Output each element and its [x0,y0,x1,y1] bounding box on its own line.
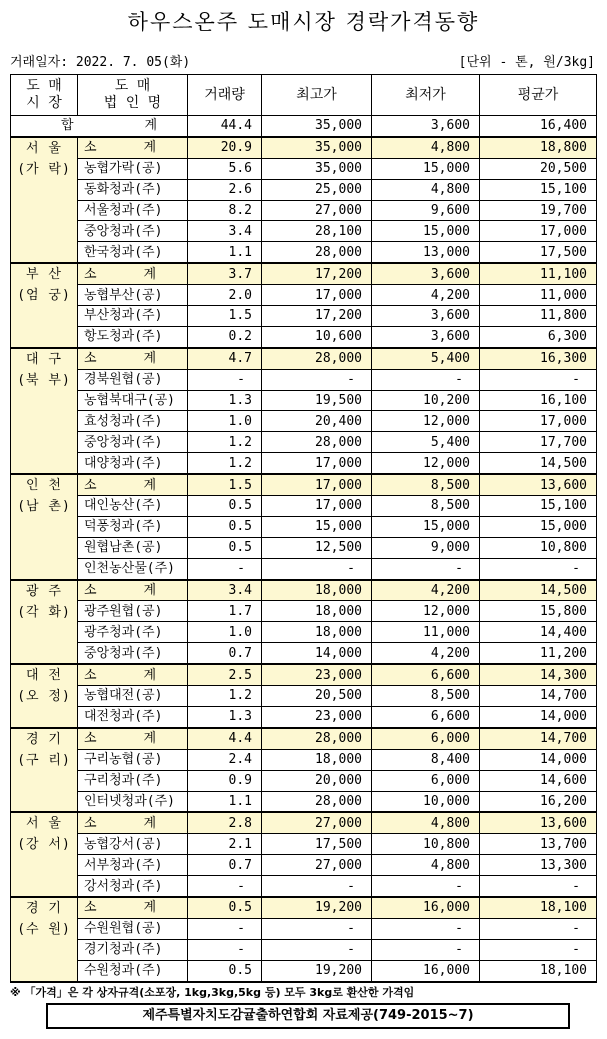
min-price-cell: 3,600 [372,326,480,347]
max-price-cell: 17,000 [262,474,372,495]
table-row [11,411,597,432]
max-price-cell: 12,500 [262,537,372,558]
header-volume: 거래량 [188,75,262,116]
max-price-cell: 19,200 [262,897,372,918]
max-price-cell: 17,000 [262,453,372,474]
volume-cell: 4.4 [188,728,262,749]
volume-cell: 2.0 [188,285,262,306]
corp-name: 중앙청과(주) [78,221,188,242]
min-price-cell: - [372,876,480,897]
corp-name: 농협부산(공) [78,285,188,306]
volume-cell: 2.6 [188,179,262,200]
volume-cell: 2.5 [188,664,262,685]
corp-name: 소 계 [78,137,188,158]
max-price-cell: 18,000 [262,749,372,770]
subtotal-row [11,897,597,918]
avg-price-cell: - [480,369,597,390]
volume-cell: 1.0 [188,622,262,643]
avg-price-cell: - [480,876,597,897]
max-price-cell: 23,000 [262,706,372,727]
table-row [11,285,597,306]
avg-price-cell: 13,600 [480,812,597,833]
table-row [11,834,597,855]
min-price-cell: 15,000 [372,158,480,179]
min-price-cell: 6,600 [372,706,480,727]
volume-cell: - [188,918,262,939]
market-name: 대 구 (북 부) [11,348,78,474]
min-price-cell: 12,000 [372,453,480,474]
max-price-cell: - [262,369,372,390]
corp-name: 광주청과(주) [78,622,188,643]
min-price-cell: 3,600 [372,306,480,327]
avg-price-cell: 13,300 [480,855,597,876]
min-price-cell: 6,000 [372,728,480,749]
avg-price-cell: 15,000 [480,516,597,537]
min-price-cell: 4,800 [372,812,480,833]
min-price-cell: 8,500 [372,474,480,495]
min-price-cell: 10,800 [372,834,480,855]
header-min: 최저가 [372,75,480,116]
subtotal-row [11,580,597,601]
subtotal-row [11,728,597,749]
volume-cell: 2.4 [188,749,262,770]
avg-price-cell: 18,100 [480,960,597,981]
avg-price-cell: 14,600 [480,770,597,791]
corp-name: 대양청과(주) [78,453,188,474]
table-row [11,516,597,537]
min-price-cell: 15,000 [372,516,480,537]
avg-price-cell: 13,600 [480,474,597,495]
table-row [11,706,597,727]
subtotal-row [11,348,597,369]
volume-cell: 1.2 [188,432,262,453]
market-name: 부 산 (엄 궁) [11,263,78,348]
min-price-cell: 6,000 [372,770,480,791]
volume-cell: 0.5 [188,960,262,981]
total-label: 합 계 [11,116,188,137]
max-price-cell: 20,400 [262,411,372,432]
volume-cell: 0.5 [188,537,262,558]
corp-name: 한국청과(주) [78,242,188,263]
corp-name: 소 계 [78,812,188,833]
avg-price-cell: 16,100 [480,390,597,411]
corp-name: 소 계 [78,348,188,369]
volume-cell: 0.5 [188,496,262,517]
max-price-cell: 28,000 [262,242,372,263]
header-row [11,75,597,116]
min-price-cell: 10,000 [372,791,480,812]
corp-name: 부산청과(주) [78,306,188,327]
corp-name: 동화청과(주) [78,179,188,200]
max-price-cell: 35,000 [262,158,372,179]
total-max: 35,000 [262,116,372,137]
volume-cell: 1.7 [188,601,262,622]
volume-cell: 3.4 [188,580,262,601]
table-row [11,453,597,474]
price-table [10,74,597,983]
max-price-cell: 18,000 [262,601,372,622]
min-price-cell: 5,400 [372,348,480,369]
max-price-cell: 35,000 [262,137,372,158]
corp-name: 광주원협(공) [78,601,188,622]
max-price-cell: 20,000 [262,770,372,791]
max-price-cell: 25,000 [262,179,372,200]
min-price-cell: 3,600 [372,263,480,284]
max-price-cell: - [262,876,372,897]
max-price-cell: 17,500 [262,834,372,855]
volume-cell: 0.2 [188,326,262,347]
subtotal-row [11,812,597,833]
min-price-cell: 4,800 [372,179,480,200]
volume-cell: 0.9 [188,770,262,791]
header-avg: 평균가 [480,75,597,116]
corp-name: 강서청과(주) [78,876,188,897]
min-price-cell: 9,000 [372,537,480,558]
total-min: 3,600 [372,116,480,137]
min-price-cell: 8,500 [372,496,480,517]
corp-name: 인천농산물(주) [78,558,188,579]
volume-cell: 0.5 [188,897,262,918]
table-row [11,496,597,517]
header-max: 최고가 [262,75,372,116]
max-price-cell: 28,000 [262,432,372,453]
total-volume: 44.4 [188,116,262,137]
min-price-cell: 10,200 [372,390,480,411]
volume-cell: - [188,369,262,390]
price-note: ※ 「가격」은 각 상자규격(소포장, 1kg,3kg,5kg 등) 모두 3kg로 환산한 가격임 [10,986,415,999]
avg-price-cell: 14,300 [480,664,597,685]
min-price-cell: 9,600 [372,200,480,221]
min-price-cell: 15,000 [372,221,480,242]
table-row [11,601,597,622]
volume-cell: - [188,876,262,897]
table-row [11,432,597,453]
table-row [11,622,597,643]
max-price-cell: 14,000 [262,643,372,664]
max-price-cell: 27,000 [262,812,372,833]
table-row [11,770,597,791]
max-price-cell: 18,000 [262,622,372,643]
corp-name: 수원청과(주) [78,960,188,981]
volume-cell: 0.7 [188,643,262,664]
max-price-cell: 28,000 [262,728,372,749]
avg-price-cell: 17,500 [480,242,597,263]
max-price-cell: 17,000 [262,285,372,306]
corp-name: 농협가락(공) [78,158,188,179]
volume-cell: 0.7 [188,855,262,876]
table-row [11,326,597,347]
corp-name: 농협대전(공) [78,686,188,707]
corp-name: 소 계 [78,263,188,284]
avg-price-cell: 14,700 [480,686,597,707]
max-price-cell: - [262,558,372,579]
volume-cell: 3.7 [188,263,262,284]
table-row [11,876,597,897]
min-price-cell: 4,200 [372,580,480,601]
subtotal-row [11,664,597,685]
min-price-cell: 16,000 [372,897,480,918]
max-price-cell: 28,100 [262,221,372,242]
avg-price-cell: 14,000 [480,749,597,770]
min-price-cell: 4,800 [372,855,480,876]
avg-price-cell: 15,800 [480,601,597,622]
volume-cell: 3.4 [188,221,262,242]
min-price-cell: 4,200 [372,643,480,664]
min-price-cell: 5,400 [372,432,480,453]
market-name: 경 기 (수 원) [11,897,78,982]
max-price-cell: 20,500 [262,686,372,707]
max-price-cell: 28,000 [262,791,372,812]
corp-name: 소 계 [78,897,188,918]
min-price-cell: 4,800 [372,137,480,158]
table-row [11,855,597,876]
avg-price-cell: 14,400 [480,622,597,643]
max-price-cell: 19,200 [262,960,372,981]
avg-price-cell: - [480,939,597,960]
table-row [11,390,597,411]
avg-price-cell: 18,800 [480,137,597,158]
max-price-cell: 27,000 [262,855,372,876]
corp-name: 구리청과(주) [78,770,188,791]
header-market: 도 매 시 장 [11,75,78,116]
volume-cell: 0.5 [188,516,262,537]
volume-cell: 2.8 [188,812,262,833]
max-price-cell: 17,200 [262,306,372,327]
corp-name: 경북원협(공) [78,369,188,390]
table-row [11,960,597,981]
market-name: 대 전 (오 정) [11,664,78,728]
min-price-cell: 8,400 [372,749,480,770]
table-row [11,158,597,179]
table-row [11,369,597,390]
avg-price-cell: 16,200 [480,791,597,812]
avg-price-cell: - [480,558,597,579]
volume-cell: 5.6 [188,158,262,179]
volume-cell: 8.2 [188,200,262,221]
table-row [11,749,597,770]
table-row [11,643,597,664]
min-price-cell: - [372,558,480,579]
header-corp: 도 매 법 인 명 [78,75,188,116]
table-row [11,939,597,960]
avg-price-cell: 14,700 [480,728,597,749]
min-price-cell: 12,000 [372,411,480,432]
volume-cell: 1.3 [188,706,262,727]
avg-price-cell: 17,000 [480,411,597,432]
volume-cell: 2.1 [188,834,262,855]
avg-price-cell: 15,100 [480,179,597,200]
max-price-cell: 28,000 [262,348,372,369]
volume-cell: 1.2 [188,686,262,707]
avg-price-cell: 11,100 [480,263,597,284]
market-name: 경 기 (구 리) [11,728,78,813]
volume-cell: 4.7 [188,348,262,369]
trade-date: 거래일자: 2022. 7. 05(화) [10,55,191,70]
market-name: 서 울 (강 서) [11,812,78,897]
corp-name: 서울청과(주) [78,200,188,221]
corp-name: 효성청과(주) [78,411,188,432]
avg-price-cell: 11,800 [480,306,597,327]
volume-cell: 1.0 [188,411,262,432]
table-row [11,918,597,939]
corp-name: 중앙청과(주) [78,643,188,664]
table-row [11,179,597,200]
table-row [11,242,597,263]
avg-price-cell: 6,300 [480,326,597,347]
corp-name: 서부청과(주) [78,855,188,876]
corp-name: 농협강서(공) [78,834,188,855]
corp-name: 소 계 [78,728,188,749]
volume-cell: - [188,558,262,579]
volume-cell: 1.5 [188,306,262,327]
volume-cell: 1.1 [188,791,262,812]
corp-name: 대전청과(주) [78,706,188,727]
corp-name: 항도청과(주) [78,326,188,347]
avg-price-cell: 11,000 [480,285,597,306]
min-price-cell: 11,000 [372,622,480,643]
source-box: 제주특별자치도감귤출하연합회 자료제공(749-2015~7) [46,1003,570,1029]
table-row [11,200,597,221]
page-title: 하우스온주 도매시장 경락가격동향 [127,10,480,34]
avg-price-cell: 14,000 [480,706,597,727]
volume-cell: 1.5 [188,474,262,495]
total-avg: 16,400 [480,116,597,137]
max-price-cell: - [262,918,372,939]
min-price-cell: - [372,369,480,390]
volume-cell: 1.3 [188,390,262,411]
min-price-cell: 16,000 [372,960,480,981]
subtotal-row [11,263,597,284]
corp-name: 원협남촌(공) [78,537,188,558]
min-price-cell: - [372,939,480,960]
avg-price-cell: 10,800 [480,537,597,558]
corp-name: 농협북대구(공) [78,390,188,411]
min-price-cell: 8,500 [372,686,480,707]
table-row [11,537,597,558]
avg-price-cell: 11,200 [480,643,597,664]
volume-cell: - [188,939,262,960]
table-row [11,221,597,242]
max-price-cell: 17,000 [262,496,372,517]
corp-name: 인터넷청과(주) [78,791,188,812]
max-price-cell: 19,500 [262,390,372,411]
market-name: 인 천 (남 촌) [11,474,78,579]
corp-name: 수원원협(공) [78,918,188,939]
volume-cell: 20.9 [188,137,262,158]
avg-price-cell: 17,000 [480,221,597,242]
avg-price-cell: 14,500 [480,453,597,474]
market-name: 광 주 (각 화) [11,580,78,665]
volume-cell: 1.2 [188,453,262,474]
corp-name: 덕풍청과(주) [78,516,188,537]
table-row [11,791,597,812]
corp-name: 중앙청과(주) [78,432,188,453]
table-row [11,686,597,707]
avg-price-cell: 18,100 [480,897,597,918]
unit-label: [단위 - 톤, 원/3kg] [458,55,595,70]
corp-name: 소 계 [78,664,188,685]
market-name: 서 울 (가 락) [11,137,78,263]
min-price-cell: 6,600 [372,664,480,685]
corp-name: 경기청과(주) [78,939,188,960]
max-price-cell: - [262,939,372,960]
min-price-cell: - [372,918,480,939]
max-price-cell: 17,200 [262,263,372,284]
avg-price-cell: 15,100 [480,496,597,517]
avg-price-cell: 14,500 [480,580,597,601]
max-price-cell: 10,600 [262,326,372,347]
corp-name: 구리농협(공) [78,749,188,770]
subtotal-row [11,474,597,495]
max-price-cell: 27,000 [262,200,372,221]
avg-price-cell: 13,700 [480,834,597,855]
min-price-cell: 13,000 [372,242,480,263]
volume-cell: 1.1 [188,242,262,263]
total-row [11,116,597,137]
corp-name: 대인농산(주) [78,496,188,517]
max-price-cell: 18,000 [262,580,372,601]
min-price-cell: 12,000 [372,601,480,622]
max-price-cell: 15,000 [262,516,372,537]
corp-name: 소 계 [78,474,188,495]
table-row [11,306,597,327]
avg-price-cell: 20,500 [480,158,597,179]
avg-price-cell: - [480,918,597,939]
avg-price-cell: 19,700 [480,200,597,221]
max-price-cell: 23,000 [262,664,372,685]
avg-price-cell: 16,300 [480,348,597,369]
min-price-cell: 4,200 [372,285,480,306]
table-row [11,558,597,579]
corp-name: 소 계 [78,580,188,601]
avg-price-cell: 17,700 [480,432,597,453]
subtotal-row [11,137,597,158]
